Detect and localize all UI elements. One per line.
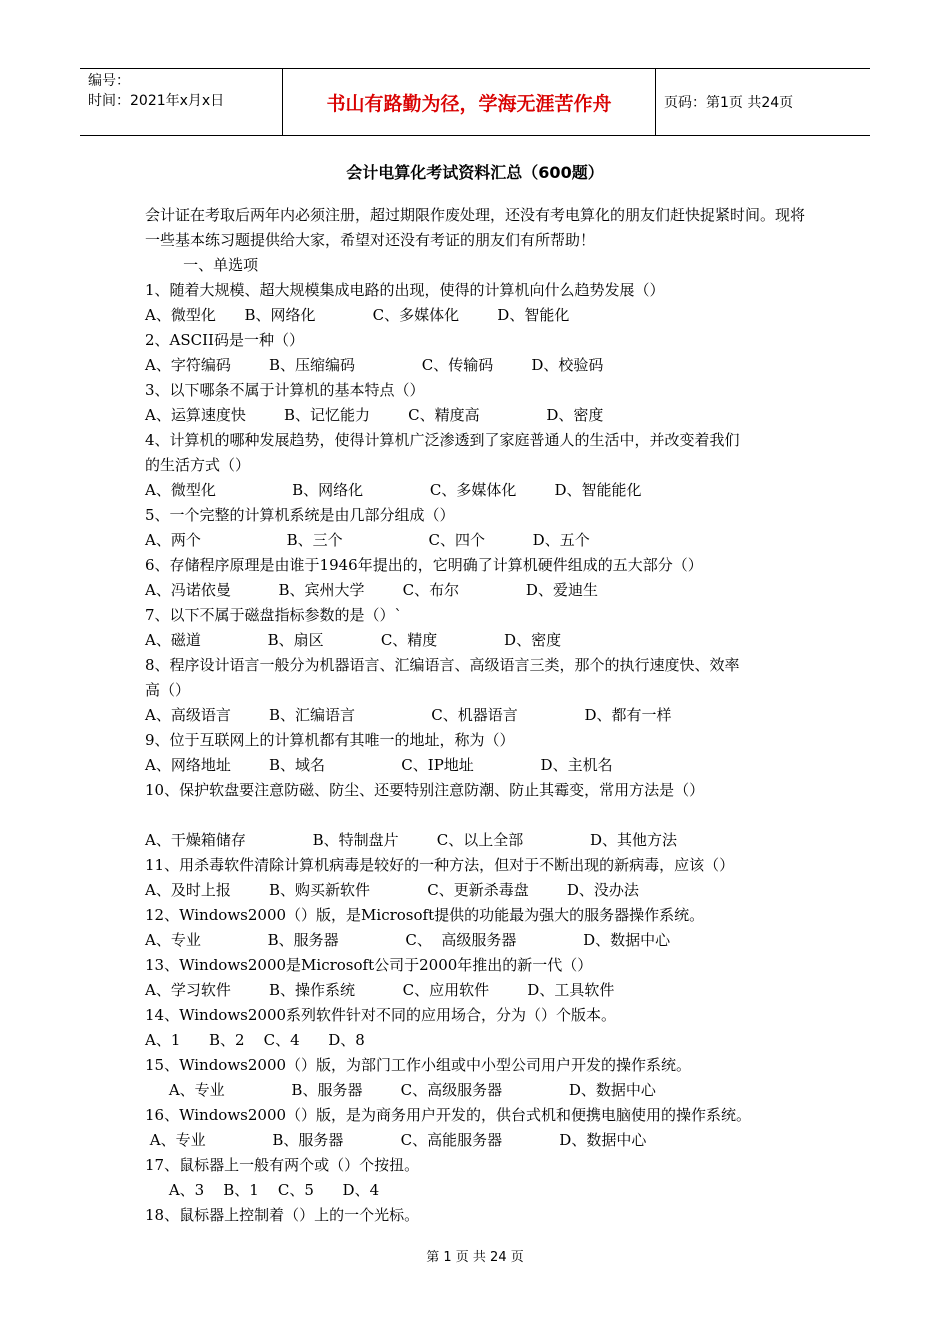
question-line: A、两个 B、三个 C、四个 D、五个 xyxy=(145,531,590,549)
question-line: A、1 B、2 C、4 D、8 xyxy=(145,1031,365,1049)
question-line: 5、一个完整的计算机系统是由几部分组成（） xyxy=(145,506,455,524)
question-line: A、专业 B、服务器 C、 高级服务器 D、数据中心 xyxy=(145,931,671,949)
question-line: 高（） xyxy=(145,681,191,699)
question-line: 17、鼠标器上一般有两个或（）个按扭。 xyxy=(145,1156,420,1174)
question-line: 13、Windows2000是Microsoft公司于2000年推出的新一代（） xyxy=(145,956,593,974)
question-line: A、字符编码 B、压缩编码 C、传输码 D、校验码 xyxy=(145,356,604,374)
question-line: 7、以下不属于磁盘指标参数的是（）` xyxy=(145,606,403,624)
page-footer: 第 1 页 共 24 页 xyxy=(426,1250,524,1265)
question-line: 10、保护软盘要注意防磁、防尘、还要特别注意防潮、防止其霉变，常用方法是（） xyxy=(145,781,705,799)
question-lines xyxy=(145,253,815,1228)
question-line: 8、程序设计语言一般分为机器语言、汇编语言、高级语言三类，那个的执行速度快、效率 xyxy=(145,656,740,674)
question-line: A、网络地址 B、域名 C、IP地址 D、主机名 xyxy=(145,756,613,774)
question-line: 14、Windows2000系列软件针对不同的应用场合，分为（）个版本。 xyxy=(145,1006,617,1024)
question-line: 18、鼠标器上控制着（）上的一个光标。 xyxy=(145,1206,420,1224)
question-line: A、3 B、1 C、5 D、4 xyxy=(145,1181,380,1199)
time-label: 时间：2021年x月x日 xyxy=(88,93,225,109)
question-line: 3、以下哪条不属于计算机的基本特点（） xyxy=(145,381,425,399)
question-line: 4、计算机的哪种发展趋势，使得计算机广泛渗透到了家庭普通人的生活中，并改变着我们 xyxy=(145,431,740,449)
question-line: 12、Windows2000（）版，是Microsoft提供的功能最为强大的服务器操作系统。 xyxy=(145,906,705,924)
question-line xyxy=(145,803,815,828)
question-line: A、运算速度快 B、记忆能力 C、精度高 D、密度 xyxy=(145,406,604,424)
header-slogan: 书山有路勤为径，学海无涯苦作舟 xyxy=(282,69,656,135)
question-line: 9、位于互联网上的计算机都有其唯一的地址，称为（） xyxy=(145,731,515,749)
question-line: A、专业 B、服务器 C、高能服务器 D、数据中心 xyxy=(145,1131,647,1149)
intro-paragraph: 会计证在考取后两年内必须注册，超过期限作废处理，还没有考电算化的朋友们赶快捉紧时间。现将一些基本练习题提供给大家，希望对还没有考证的朋友们有所帮助！ xyxy=(145,206,806,249)
question-line: A、及时上报 B、购买新软件 C、更新杀毒盘 D、没办法 xyxy=(145,881,639,899)
number-label: 编号： xyxy=(88,73,130,89)
question-line: 15、Windows2000（）版，为部门工作小组或中小型公司用户开发的操作系统。 xyxy=(145,1056,692,1074)
question-line: 1、随着大规模、超大规模集成电路的出现，使得的计算机向什么趋势发展（） xyxy=(145,281,665,299)
question-line: A、冯诺依曼 B、宾州大学 C、布尔 D、爱迪生 xyxy=(145,581,598,599)
question-line: A、专业 B、服务器 C、高级服务器 D、数据中心 xyxy=(145,1081,656,1099)
question-line: A、微型化 B、网络化 C、多媒体化 D、智能化 xyxy=(145,306,570,324)
header-table xyxy=(80,68,870,136)
question-line: 的生活方式（） xyxy=(145,456,251,474)
document-body xyxy=(145,203,815,1228)
question-line: 一、单选项 xyxy=(145,256,259,274)
question-line: 16、Windows2000（）版，是为商务用户开发的，供台式机和便携电脑使用的操作系统。 xyxy=(145,1106,752,1124)
question-line: 2、ASCII码是一种（） xyxy=(145,331,304,349)
question-line: A、学习软件 B、操作系统 C、应用软件 D、工具软件 xyxy=(145,981,615,999)
question-line: A、干燥箱储存 B、特制盘片 C、以上全部 D、其他方法 xyxy=(145,831,678,849)
question-line: A、微型化 B、网络化 C、多媒体化 D、智能能化 xyxy=(145,481,642,499)
header-left-cell xyxy=(80,69,282,135)
question-line: 11、用杀毒软件清除计算机病毒是较好的一种方法，但对于不断出现的新病毒，应该（） xyxy=(145,856,735,874)
document-title: 会计电算化考试资料汇总（600题） xyxy=(346,163,604,182)
question-line: 6、存储程序原理是由谁于1946年提出的，它明确了计算机硬件组成的五大部分（） xyxy=(145,556,703,574)
question-line: A、磁道 B、扇区 C、精度 D、密度 xyxy=(145,631,562,649)
header-page-info: 页码：第1页 共24页 xyxy=(664,95,794,111)
question-line: A、高级语言 B、汇编语言 C、机器语言 D、都有一样 xyxy=(145,706,672,724)
